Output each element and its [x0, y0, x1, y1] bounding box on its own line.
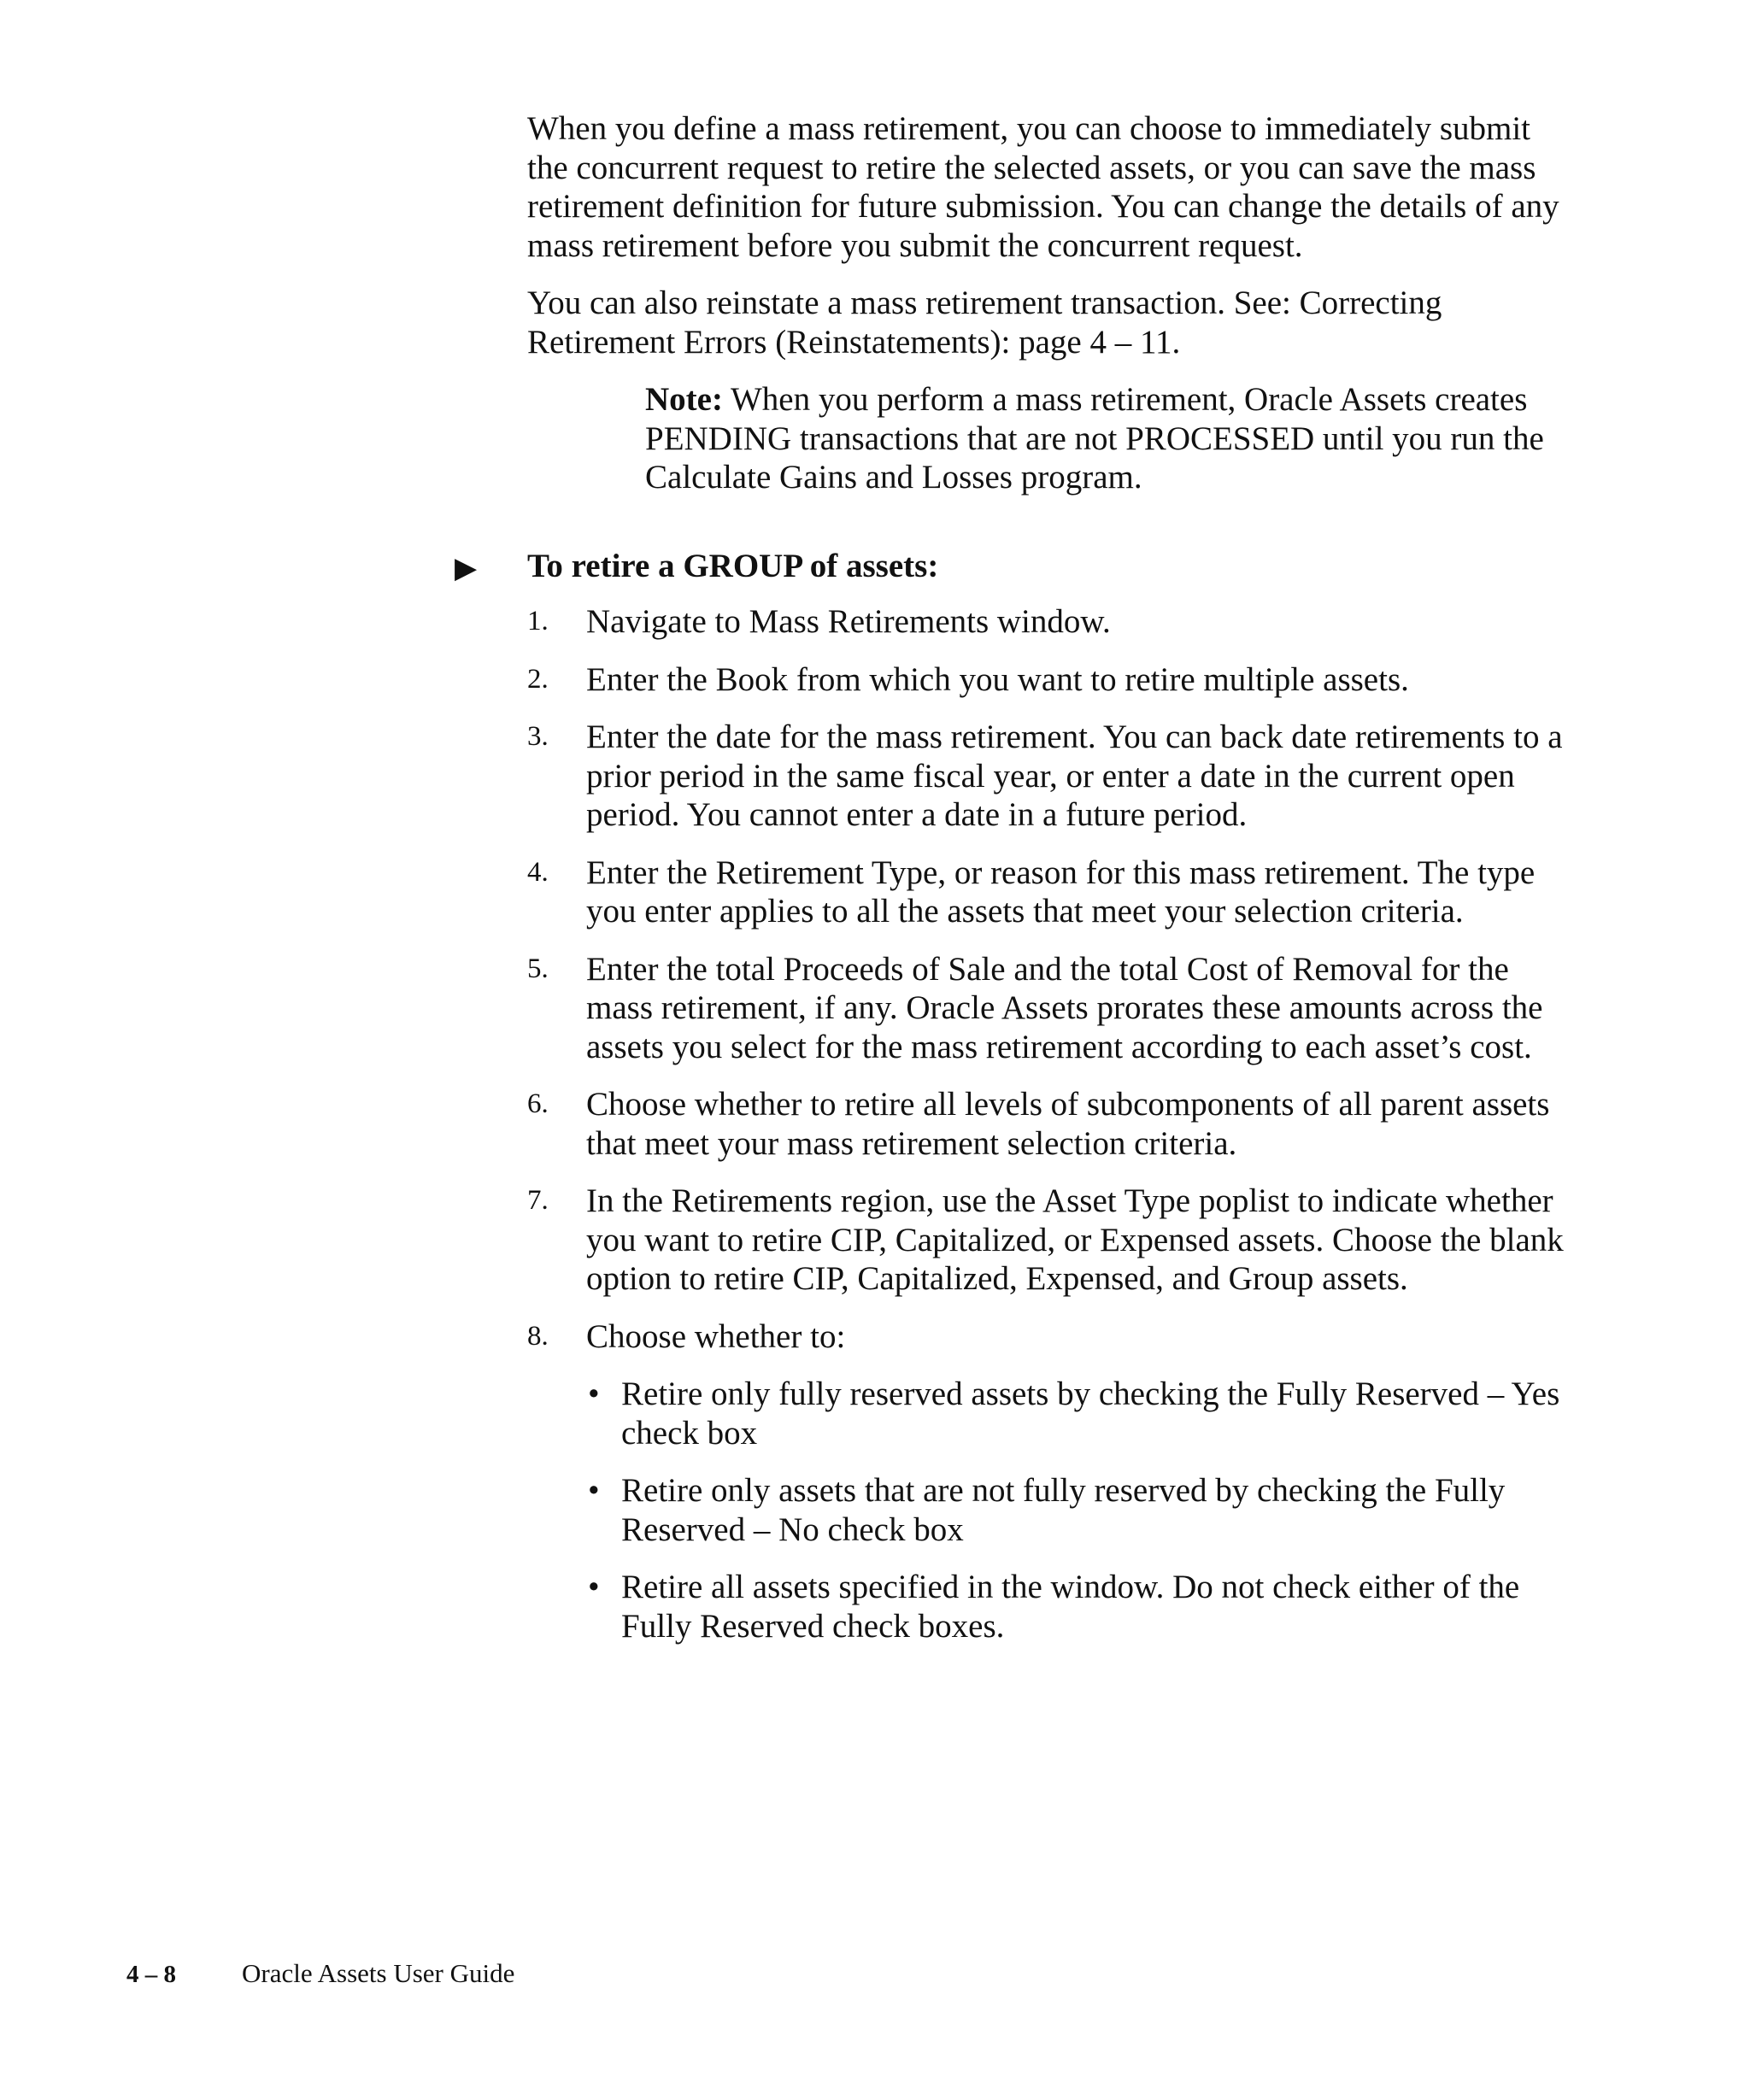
footer-page-number: 4 – 8	[126, 1961, 176, 1988]
step-number: 7.	[527, 1185, 549, 1216]
step-8-options	[586, 1375, 1578, 1645]
step-6	[527, 1085, 1578, 1163]
step-8	[527, 1317, 1578, 1646]
procedure-heading	[455, 547, 1578, 586]
procedure-steps	[527, 602, 1578, 1645]
note-text: When you perform a mass retirement, Oracle Assets creates PENDING transactions that are not PROCESSED until you run the Calculate Gains and Losses program.	[645, 381, 1544, 496]
bullet-text: Retire only assets that are not fully reserved by checking the Fully Reserved – No check box	[621, 1472, 1506, 1548]
step-number: 2.	[527, 663, 549, 695]
intro-paragraph-1: When you define a mass retirement, you can choose to immediately submit the concurrent request to retire the selected assets, or you can save the mass retirement definition for future submission. You can change the details of any mass retirement before you submit the concurrent request.	[527, 110, 1559, 264]
step-1	[527, 602, 1578, 642]
procedure-arrow-icon: ▶	[455, 552, 478, 584]
step-number: 5.	[527, 953, 549, 984]
page-footer	[126, 1958, 514, 1990]
bullet-icon: •	[588, 1569, 600, 1605]
step-number: 4.	[527, 856, 549, 888]
step-text: Enter the total Proceeds of Sale and the total Cost of Removal for the mass retirement, if any. Oracle Assets prorates these amounts across the assets you select for the mass retirement according to each asset’s cost.	[586, 950, 1543, 1065]
step-text: Choose whether to retire all levels of subcomponents of all parent assets that meet your mass retirement selection criteria.	[586, 1086, 1550, 1162]
bullet-icon: •	[588, 1472, 600, 1509]
step-text: Navigate to Mass Retirements window.	[586, 603, 1111, 640]
step-4	[527, 853, 1578, 931]
page-content	[455, 109, 1578, 1664]
step-text: Enter the Retirement Type, or reason for this mass retirement. The type you enter applies to all the assets that meet your selection criteria.	[586, 853, 1536, 930]
option-all-assets	[586, 1568, 1578, 1645]
step-5	[527, 950, 1578, 1067]
step-text: In the Retirements region, use the Asset Type poplist to indicate whether you want to retire CIP, Capitalized, or Expensed assets. Choose the blank option to retire CIP, Capitalized, Expensed, and Group assets.	[586, 1182, 1564, 1297]
bullet-icon: •	[588, 1376, 600, 1412]
step-number: 8.	[527, 1320, 549, 1352]
footer-book-title: Oracle Assets User Guide	[242, 1958, 515, 1988]
step-number: 1.	[527, 606, 549, 636]
step-2	[527, 660, 1578, 700]
step-text: Enter the Book from which you want to retire multiple assets.	[586, 660, 1409, 698]
step-text: Choose whether to:	[586, 1317, 846, 1355]
step-number: 3.	[527, 721, 549, 752]
bullet-text: Retire only fully reserved assets by checking the Fully Reserved – Yes check box	[621, 1376, 1560, 1452]
intro-paragraph-2: You can also reinstate a mass retirement transaction. See: Correcting Retirement Errors (Reinstatements): page 4 – 11.	[527, 284, 1442, 361]
procedure-heading-text: To retire a GROUP of assets:	[527, 547, 939, 584]
option-fully-reserved-no	[586, 1471, 1578, 1549]
step-3	[527, 718, 1578, 835]
bullet-text: Retire all assets specified in the window. Do not check either of the Fully Reserved check boxes.	[621, 1569, 1520, 1645]
option-fully-reserved-yes	[586, 1375, 1578, 1452]
step-text: Enter the date for the mass retirement. You can back date retirements to a prior period in the same fiscal year, or enter a date in the current open period. You cannot enter a date in a future period.	[586, 719, 1563, 833]
step-number: 6.	[527, 1088, 549, 1119]
step-7	[527, 1182, 1578, 1299]
note-label: Note:	[645, 381, 723, 418]
note-block	[645, 380, 1568, 497]
